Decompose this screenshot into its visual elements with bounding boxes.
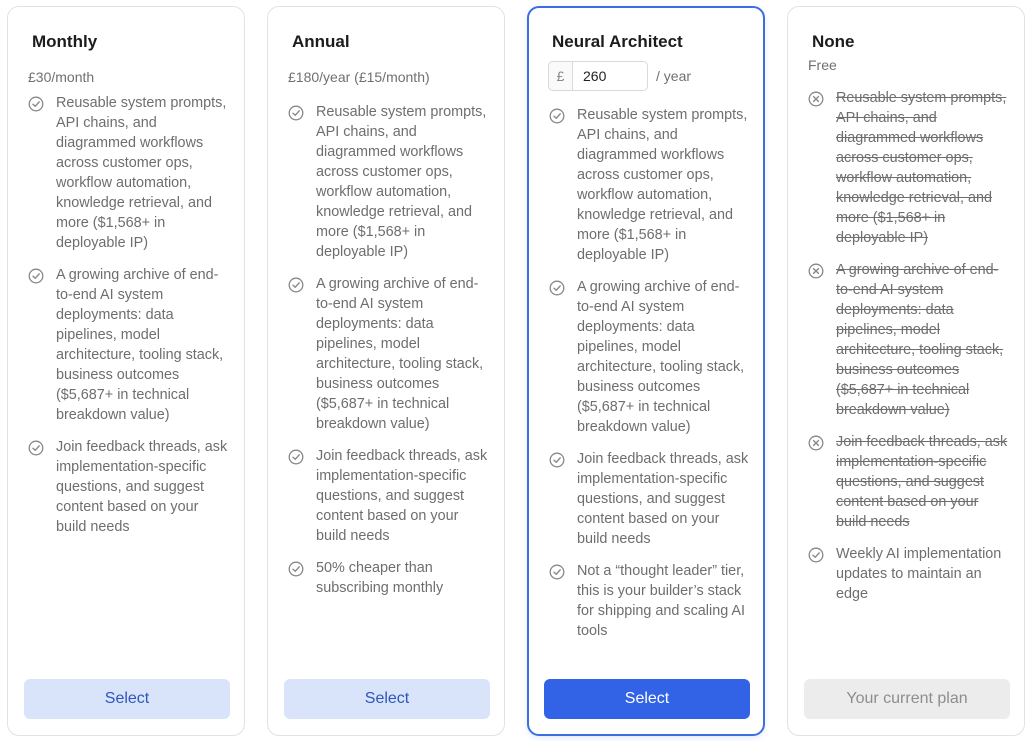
feature-item	[288, 446, 492, 546]
feature-item	[549, 449, 751, 549]
feature-item	[28, 265, 232, 425]
x-circle-icon	[808, 435, 824, 451]
feature-item	[28, 437, 232, 537]
feature-item	[808, 432, 1012, 532]
feature-text: Join feedback threads, ask implementation-specific questions, and suggest content based on your build needs	[836, 434, 1008, 530]
check-circle-icon	[288, 449, 304, 465]
check-circle-icon	[549, 564, 565, 580]
feature-text: Reusable system prompts, API chains, and diagrammed workflows across customer ops, workflow automation, knowledge retrieval, and more ($1,568+ in deployable IP)	[316, 104, 487, 260]
feature-text: Reusable system prompts, API chains, and diagrammed workflows across customer ops, workflow automation, knowledge retrieval, and more ($1,568+ in deployable IP)	[577, 107, 748, 263]
plan-price: £180/year (£15/month)	[288, 69, 430, 85]
x-circle-icon	[808, 263, 824, 279]
feature-list	[288, 102, 492, 610]
feature-text: Join feedback threads, ask implementation-specific questions, and suggest content based on your build needs	[316, 448, 488, 544]
feature-text: Reusable system prompts, API chains, and diagrammed workflows across customer ops, workflow automation, knowledge retrieval, and more ($1,568+ in deployable IP)	[56, 95, 227, 251]
feature-text: A growing archive of end-to-end AI system deployments: data pipelines, model architecture, tooling stack, business outcomes ($5,687+ in technical breakdown value)	[577, 279, 745, 435]
feature-list	[549, 105, 751, 653]
feature-item	[808, 88, 1012, 248]
feature-text: A growing archive of end-to-end AI system deployments: data pipelines, model architecture, tooling stack, business outcomes ($5,687+ in technical breakdown value)	[316, 276, 484, 432]
plan-card-monthly	[7, 6, 245, 736]
check-circle-icon	[549, 280, 565, 296]
check-circle-icon	[288, 561, 304, 577]
feature-text: A growing archive of end-to-end AI system deployments: data pipelines, model architecture, tooling stack, business outcomes ($5,687+ in technical breakdown value)	[836, 262, 1004, 418]
plan-card-none	[787, 6, 1025, 736]
feature-list	[808, 88, 1012, 616]
feature-item	[288, 274, 492, 434]
feature-text: Weekly AI implementation updates to maintain an edge	[836, 546, 1002, 602]
feature-item	[808, 260, 1012, 420]
check-circle-icon	[28, 268, 44, 284]
feature-item	[288, 102, 492, 262]
feature-item	[549, 105, 751, 265]
check-circle-icon	[549, 452, 565, 468]
feature-item	[28, 93, 232, 253]
plan-card-annual	[267, 6, 505, 736]
current-plan-button[interactable]: Your current plan	[804, 679, 1010, 719]
check-circle-icon	[549, 108, 565, 124]
plan-card-neural-architect	[527, 6, 765, 736]
select-neural-architect-button[interactable]: Select	[544, 679, 750, 719]
plan-name: Monthly	[32, 32, 98, 51]
feature-item	[808, 544, 1012, 604]
plan-price: Free	[808, 57, 837, 73]
feature-text: Join feedback threads, ask implementation-specific questions, and suggest content based on your build needs	[577, 451, 749, 547]
custom-price-field	[548, 61, 691, 91]
feature-item	[549, 277, 751, 437]
check-circle-icon	[28, 440, 44, 456]
check-circle-icon	[288, 105, 304, 121]
feature-text: Join feedback threads, ask implementation-specific questions, and suggest content based on your build needs	[56, 439, 228, 535]
price-amount-input[interactable]	[572, 61, 648, 91]
feature-text: Not a “thought leader” tier, this is your builder’s stack for shipping and scaling AI tools	[577, 563, 746, 639]
plan-name: None	[812, 32, 855, 51]
check-circle-icon	[808, 547, 824, 563]
feature-list	[28, 93, 232, 549]
plan-name: Annual	[292, 32, 350, 51]
feature-item	[549, 561, 751, 641]
select-monthly-button[interactable]: Select	[24, 679, 230, 719]
feature-text: Reusable system prompts, API chains, and diagrammed workflows across customer ops, workflow automation, knowledge retrieval, and more ($1,568+ in deployable IP)	[836, 90, 1007, 246]
feature-item	[288, 558, 492, 598]
check-circle-icon	[288, 277, 304, 293]
select-annual-button[interactable]: Select	[284, 679, 490, 719]
check-circle-icon	[28, 96, 44, 112]
x-circle-icon	[808, 91, 824, 107]
plan-price: £30/month	[28, 69, 95, 85]
plan-name: Neural Architect	[552, 32, 683, 51]
price-period: / year	[656, 68, 692, 84]
currency-symbol: £	[548, 61, 572, 91]
feature-text: 50% cheaper than subscribing monthly	[316, 560, 444, 596]
feature-text: A growing archive of end-to-end AI system deployments: data pipelines, model architecture, tooling stack, business outcomes ($5,687+ in technical breakdown value)	[56, 267, 224, 423]
